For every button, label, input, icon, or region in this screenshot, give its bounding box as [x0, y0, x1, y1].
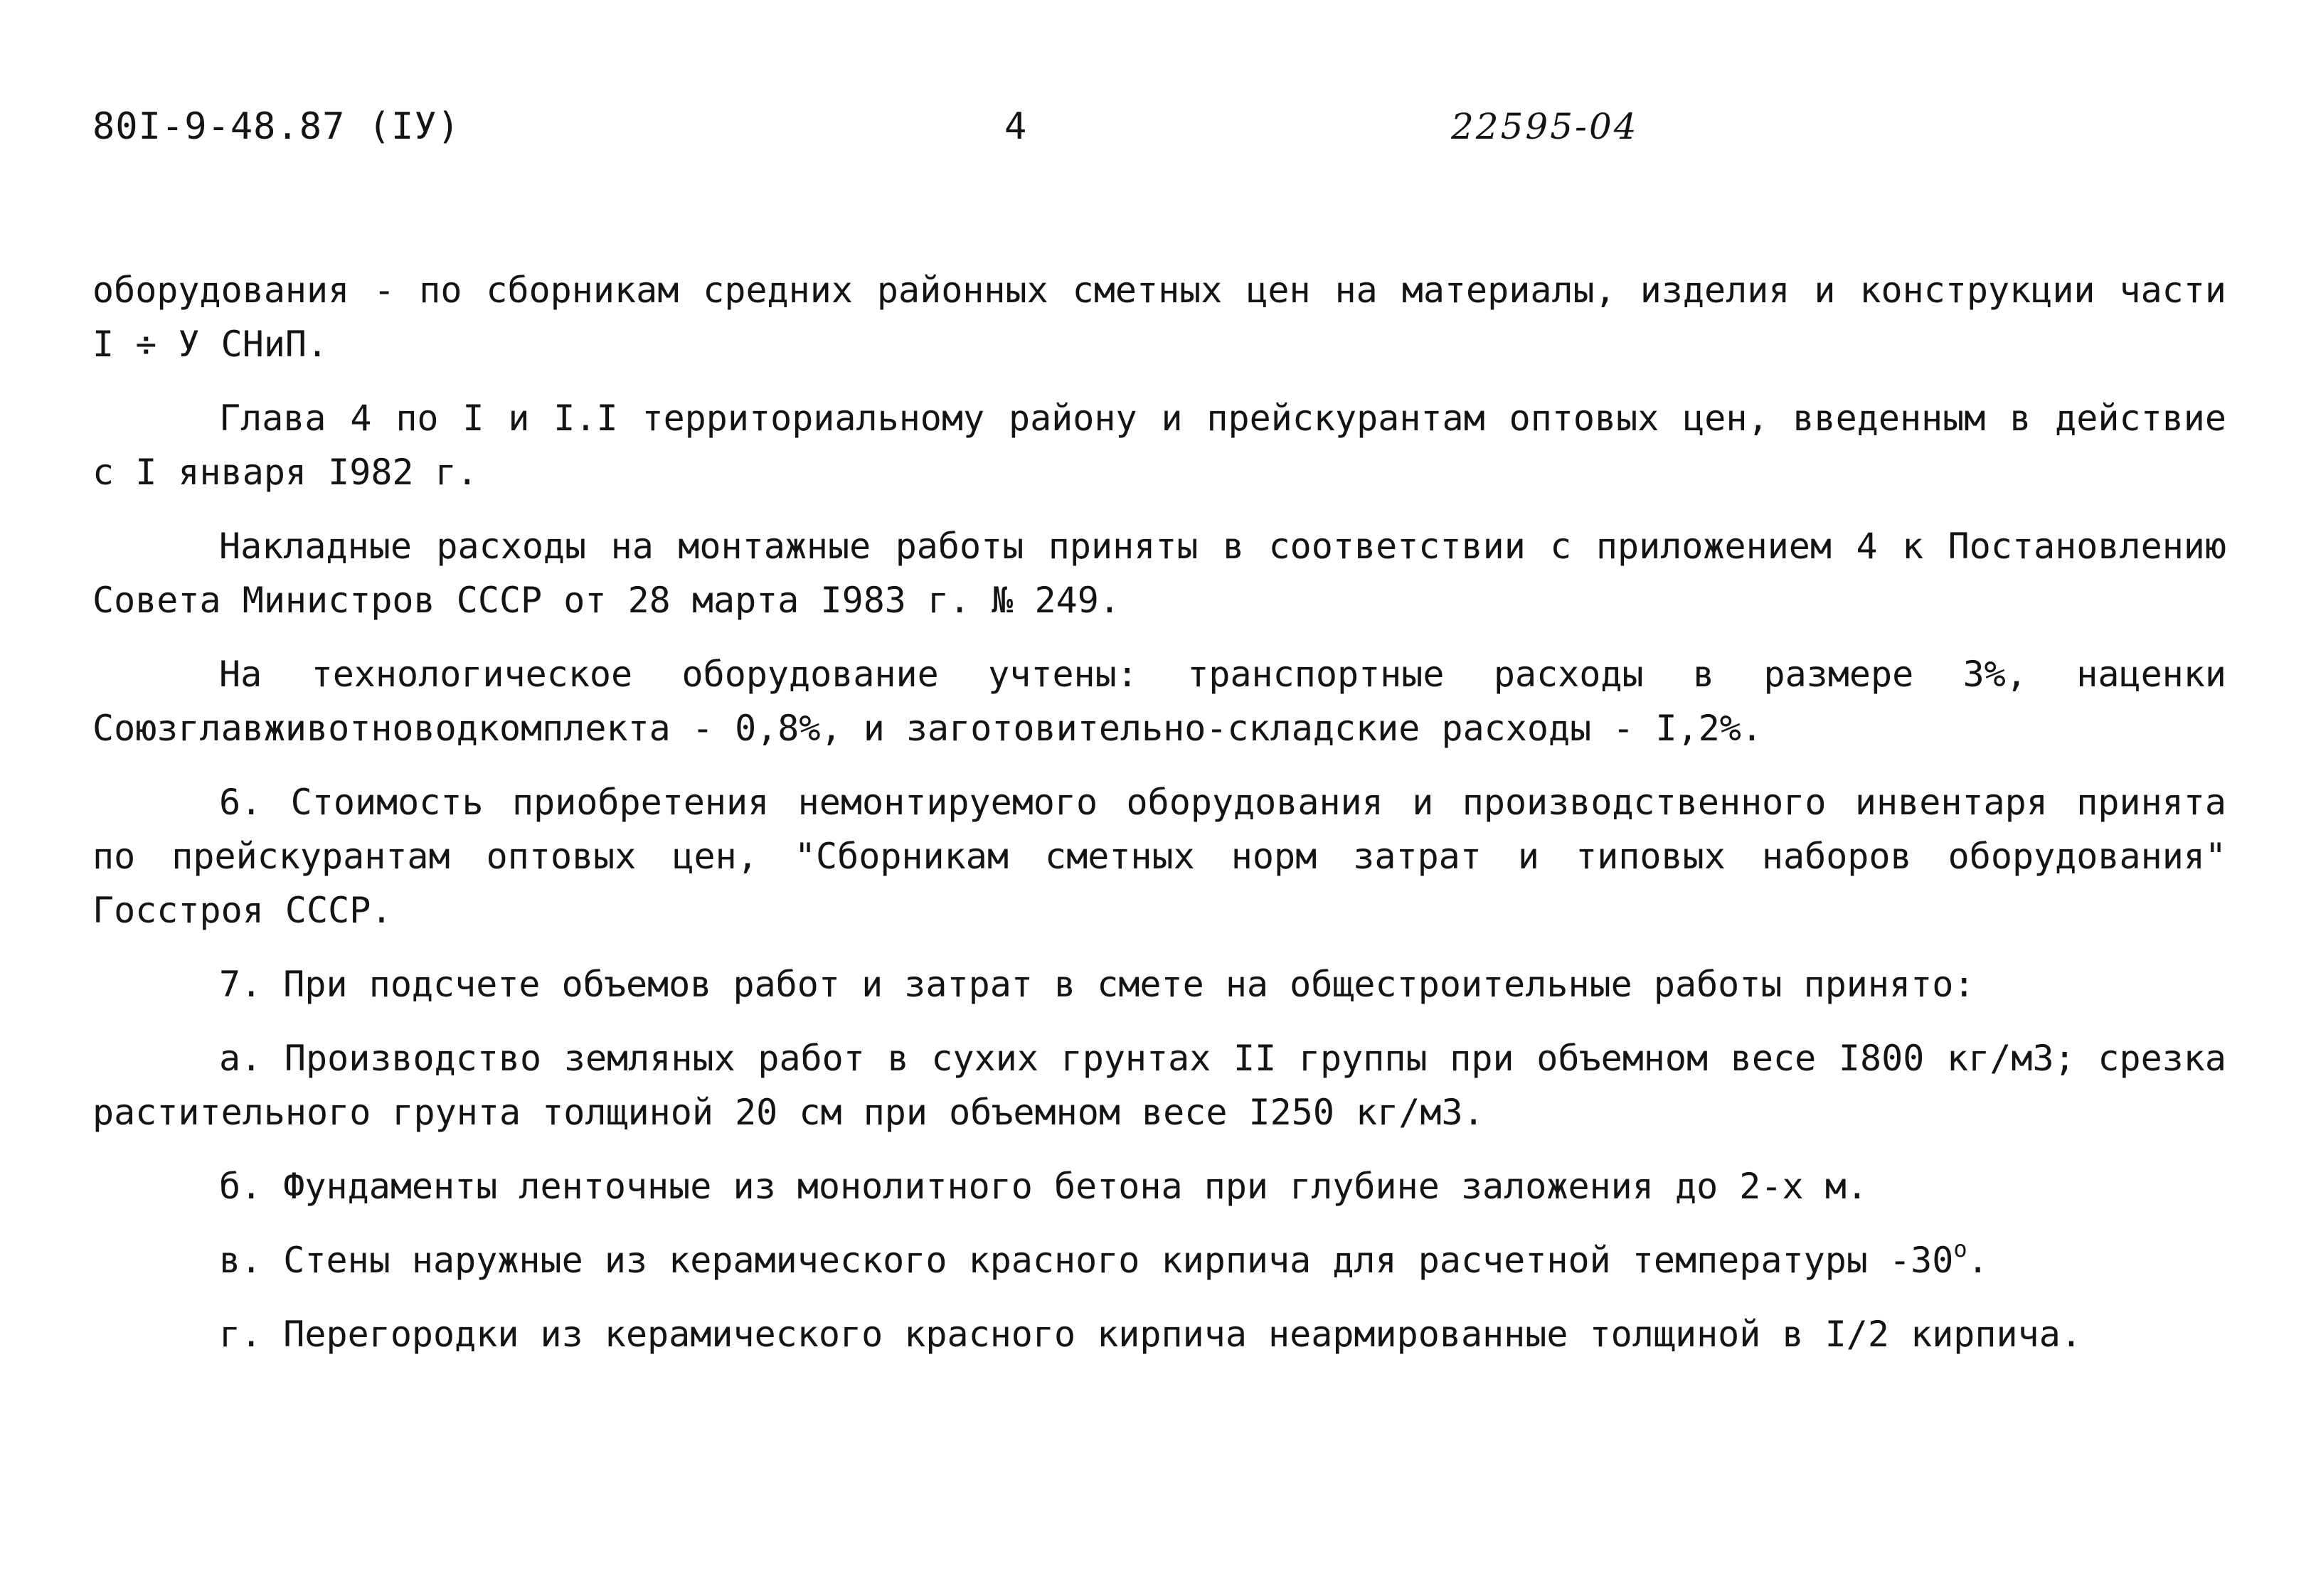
handwritten-number: 22595-04: [1451, 106, 1639, 147]
paragraph-item-6: 6. Стоимость приобретения немонтируемого оборудования и производственного инвентаря принята по прейскурантам оптовых цен, "Сборникам сметных норм затрат и типовых наборов оборудования" Госстроя СССР.: [92, 782, 2226, 931]
paragraph-overhead-costs: Накладные расходы на монтажные работы приняты в соответствии с приложением 4 к Постановлению Совета Министров СССР от 28 марта I983 г. № 249.: [92, 526, 2226, 621]
page-header: [0, 98, 2311, 155]
page-number: 4: [1004, 105, 1027, 148]
document-code: 80I-9-48.87 (IУ): [92, 105, 460, 148]
paragraph-item-v: [92, 1233, 2226, 1287]
document-body: [92, 263, 2226, 1381]
paragraph-item-a: а. Производство земляных работ в сухих грунтах II группы при объемном весе I800 кг/м3; срезка растительного грунта толщиной 20 см при объемном весе I250 кг/м3.: [92, 1038, 2226, 1133]
paragraph-item-b: б. Фундаменты ленточные из монолитного бетона при глубине заложения до 2-х м.: [219, 1166, 1868, 1207]
degree-superscript: o: [1953, 1235, 1967, 1262]
paragraph-chapter-4: Глава 4 по I и I.I территориальному району и прейскурантам оптовых цен, введенным в действие с I января I982 г.: [92, 398, 2226, 493]
paragraph-item-v-end: .: [1967, 1240, 1989, 1281]
paragraph-technological-equipment: На технологическое оборудование учтены: транспортные расходы в размере 3%, наценки Союзглавживотноводкомплекта - 0,8%, и заготовительно-складские расходы - I,2%.: [92, 654, 2226, 749]
paragraph-item-7: 7. При подсчете объемов работ и затрат в смете на общестроительные работы принято:: [219, 964, 1975, 1005]
paragraph-item-v-text: в. Стены наружные из керамического красного кирпича для расчетной температуры -30: [219, 1240, 1954, 1281]
paragraph-equipment-prices: оборудования - по сборникам средних районных сметных цен на материалы, изделия и конструкции части I ÷ У СНиП.: [92, 270, 2226, 365]
paragraph-item-g: г. Перегородки из керамического красного кирпича неармированные толщиной в I/2 кирпича.: [219, 1314, 2082, 1355]
